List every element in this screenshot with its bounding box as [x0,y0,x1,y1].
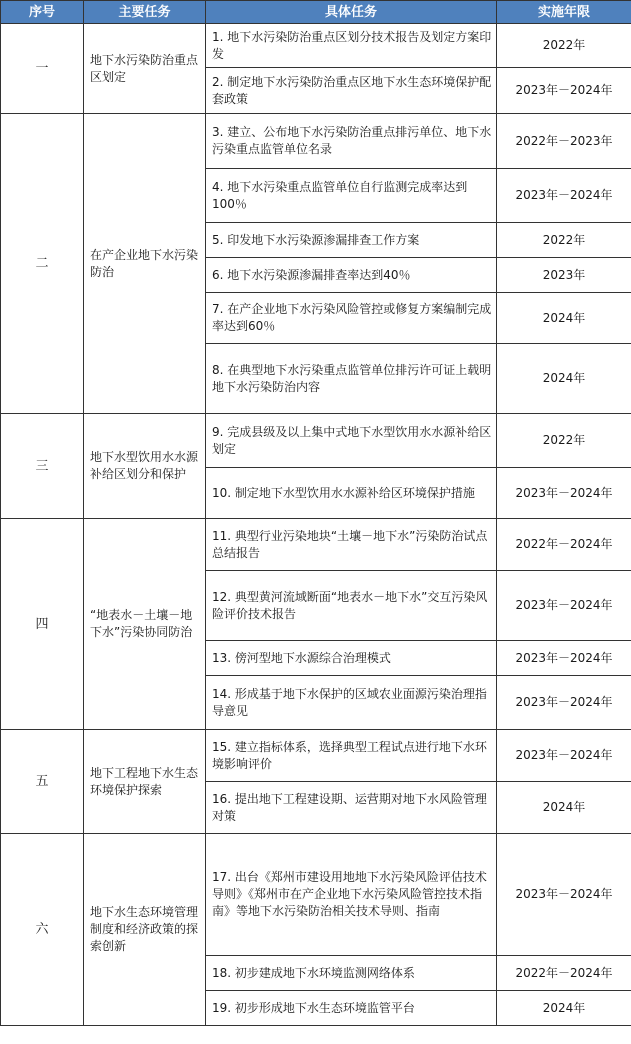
detail-task: 2. 制定地下水污染防治重点区地下水生态环境保护配套政策 [206,68,497,114]
group-seq: 六 [1,834,84,1026]
deadline: 2024年 [497,344,631,414]
detail-task: 11. 典型行业污染地块“土壤－地下水”污染防治试点总结报告 [206,519,497,571]
detail-task: 7. 在产企业地下水污染风险管控或修复方案编制完成率达到60％ [206,293,497,344]
group-main-task: 地下水生态环境管理制度和经济政策的探索创新 [84,834,206,1026]
header-main-task: 主要任务 [84,1,206,24]
deadline: 2023年－2024年 [497,834,631,956]
table-row [1,519,631,571]
deadline: 2023年－2024年 [497,571,631,641]
table-row [1,834,631,956]
detail-task: 8. 在典型地下水污染重点监管单位排污许可证上载明地下水污染防治内容 [206,344,497,414]
group-main-task: 地下水型饮用水水源补给区划分和保护 [84,414,206,519]
deadline: 2024年 [497,782,631,834]
group-main-task: “地表水－土壤－地下水”污染协同防治 [84,519,206,730]
header-deadline: 实施年限 [497,1,631,24]
detail-task: 3. 建立、公布地下水污染防治重点排污单位、地下水污染重点监管单位名录 [206,114,497,169]
detail-task: 9. 完成县级及以上集中式地下水型饮用水水源补给区划定 [206,414,497,468]
deadline: 2023年－2024年 [497,169,631,223]
group-main-task: 地下工程地下水生态环境保护探索 [84,730,206,834]
detail-task: 16. 提出地下工程建设期、运营期对地下水风险管理对策 [206,782,497,834]
header-detail: 具体任务 [206,1,497,24]
deadline: 2022年 [497,414,631,468]
deadline: 2022年－2024年 [497,956,631,991]
detail-task: 13. 傍河型地下水源综合治理模式 [206,641,497,676]
table-row [1,414,631,468]
deadline: 2024年 [497,293,631,344]
deadline: 2024年 [497,991,631,1026]
group-main-task: 在产企业地下水污染防治 [84,114,206,414]
deadline: 2022年－2024年 [497,519,631,571]
group-main-task: 地下水污染防治重点区划定 [84,24,206,114]
detail-task: 15. 建立指标体系，选择典型工程试点进行地下水环境影响评价 [206,730,497,782]
detail-task: 14. 形成基于地下水保护的区域农业面源污染治理指导意见 [206,676,497,730]
group-seq: 二 [1,114,84,414]
table-row [1,24,631,68]
deadline: 2022年－2023年 [497,114,631,169]
deadline: 2023年－2024年 [497,676,631,730]
deadline: 2023年－2024年 [497,730,631,782]
deadline: 2022年 [497,223,631,258]
deadline: 2022年 [497,24,631,68]
detail-task: 6. 地下水污染源渗漏排查率达到40％ [206,258,497,293]
group-seq: 四 [1,519,84,730]
group-seq: 一 [1,24,84,114]
deadline: 2023年 [497,258,631,293]
group-seq: 五 [1,730,84,834]
table-row [1,114,631,169]
detail-task: 19. 初步形成地下水生态环境监管平台 [206,991,497,1026]
deadline: 2023年－2024年 [497,641,631,676]
detail-task: 12. 典型黄河流域断面“地表水－地下水”交互污染风险评价技术报告 [206,571,497,641]
deadline: 2023年－2024年 [497,68,631,114]
header-seq: 序号 [1,1,84,24]
detail-task: 18. 初步建成地下水环境监测网络体系 [206,956,497,991]
detail-task: 17. 出台《郑州市建设用地地下水污染风险评估技术导则》《郑州市在产企业地下水污染风险管控技术指南》等地下水污染防治相关技术导则、指南 [206,834,497,956]
detail-task: 4. 地下水污染重点监管单位自行监测完成率达到100％ [206,169,497,223]
detail-task: 5. 印发地下水污染源渗漏排查工作方案 [206,223,497,258]
group-seq: 三 [1,414,84,519]
table-header-row [1,1,631,24]
detail-task: 10. 制定地下水型饮用水水源补给区环境保护措施 [206,468,497,519]
deadline: 2023年－2024年 [497,468,631,519]
table-row [1,730,631,782]
detail-task: 1. 地下水污染防治重点区划分技术报告及划定方案印发 [206,24,497,68]
